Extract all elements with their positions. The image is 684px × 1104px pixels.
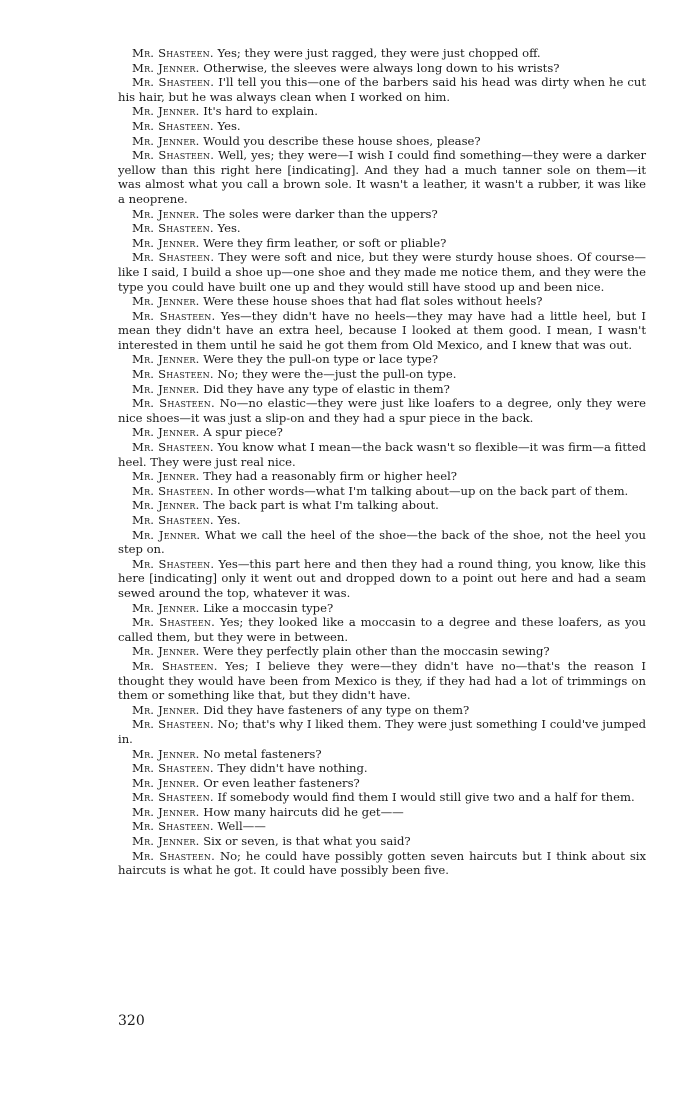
speaker-name: Mr. Shasteen.	[132, 513, 214, 527]
speech-text: Otherwise, the sleeves were always long down to his wrists?	[203, 60, 560, 75]
testimony-paragraph	[118, 309, 646, 353]
speaker-name: Mr. Jenner.	[132, 702, 200, 717]
speech-text: Were they the pull-on type or lace type?	[203, 352, 439, 367]
speech-text: What we call the heel of the shoe—the back of the shoe, not the heel you step on.	[118, 527, 646, 557]
speaker-name: Mr. Jenner.	[132, 498, 200, 513]
speech-text: It's hard to explain.	[203, 104, 318, 119]
testimony-paragraph	[118, 236, 646, 251]
speaker-name: Mr. Shasteen.	[132, 556, 215, 571]
page-number: 320	[118, 1013, 145, 1029]
speech-text: Yes.	[217, 513, 241, 527]
speaker-name: Mr. Shasteen.	[132, 440, 214, 455]
speaker-name: Mr. Shasteen.	[132, 483, 214, 498]
speech-text: How many haircuts did he get——	[203, 804, 404, 819]
speaker-name: Mr. Shasteen.	[132, 658, 218, 673]
speaker-name: Mr. Shasteen.	[132, 717, 214, 732]
speech-text: Were they perfectly plain other than the moccasin sewing?	[203, 644, 550, 659]
speech-text: Would you describe these house shoes, please?	[203, 133, 481, 148]
speaker-name: Mr. Shasteen.	[132, 75, 215, 90]
speech-text: No; that's why I liked them. They were just something I could've jumped in.	[118, 717, 647, 746]
speech-text: Yes—they didn't have no heels—they may have had a little heel, but I mean they didn't have an extra heel, because I looked at them good. I mean, I wasn't interested in them until he said he got them from Old Mexico, and I knew that was out.	[118, 308, 646, 352]
speech-text: Yes; I believe they were—they didn't have no—that's the reason I thought they would have been from Mexico is they, if they had had a lot of trimmings on them or something like that, but they didn't have.	[118, 658, 646, 703]
speaker-name: Mr. Shasteen.	[132, 367, 214, 382]
speaker-name: Mr. Jenner.	[132, 352, 200, 367]
speaker-name: Mr. Jenner.	[132, 381, 200, 396]
speaker-name: Mr. Shasteen.	[132, 761, 214, 776]
speech-text: They were soft and nice, but they were sturdy house shoes. Of course—like I said, I build a shoe up—one shoe and they made me notice them, and they were the type you could have built one up and they would still have stood up and been nice.	[118, 250, 646, 294]
speaker-name: Mr. Shasteen.	[132, 118, 214, 133]
testimony-paragraph	[118, 615, 646, 644]
testimony-paragraph	[118, 498, 646, 513]
speech-text: They didn't have nothing.	[217, 761, 368, 776]
testimony-paragraph	[118, 46, 646, 61]
testimony-paragraph	[118, 717, 646, 746]
speech-text: Yes; they were just ragged, they were just chopped off.	[217, 46, 541, 60]
speaker-name: Mr. Shasteen.	[132, 819, 214, 834]
testimony-paragraph	[118, 61, 646, 76]
speaker-name: Mr. Jenner.	[132, 746, 200, 761]
speaker-name: Mr. Shasteen.	[132, 615, 215, 630]
testimony-paragraph	[118, 747, 646, 762]
testimony-paragraph	[118, 659, 646, 703]
speech-text: No; he could have possibly gotten seven haircuts but I think about six haircuts is what he got. It could have possibly been five.	[118, 848, 647, 878]
testimony-paragraph	[118, 382, 646, 397]
speech-text: If somebody would find them I would still give two and a half for them.	[217, 790, 635, 805]
speech-text: You know what I mean—the back wasn't so flexible—it was firm—a fitted heel. They were just real nice.	[118, 440, 646, 469]
testimony-paragraph	[118, 557, 646, 601]
testimony-paragraph	[118, 425, 646, 440]
speech-text: Like a moccasin type?	[203, 600, 334, 615]
speech-text: Did they have any type of elastic in them?	[203, 381, 450, 396]
speaker-name: Mr. Jenner.	[132, 235, 200, 250]
transcript-body	[118, 46, 646, 878]
testimony-paragraph	[118, 644, 646, 659]
testimony-paragraph	[118, 104, 646, 119]
speech-text: The back part is what I'm talking about.	[203, 498, 439, 513]
speaker-name: Mr. Jenner.	[132, 600, 200, 615]
testimony-paragraph	[118, 134, 646, 149]
testimony-paragraph	[118, 367, 646, 382]
speech-text: Well, yes; they were—I wish I could find something—they were a darker yellow than this right here [indicating]. And they had a much tanner sole on them—it was almost what you call a brown sole. It wasn't a leather, it wasn't a rubber, it was like a neoprene.	[118, 148, 647, 206]
speech-text: Did they have fasteners of any type on them?	[203, 702, 470, 717]
testimony-paragraph	[118, 469, 646, 484]
speaker-name: Mr. Shasteen.	[132, 396, 215, 411]
speech-text: Well——	[217, 819, 266, 834]
speech-text: Yes.	[217, 118, 241, 133]
speech-text: They had a reasonably firm or higher heel?	[203, 469, 457, 484]
testimony-paragraph	[118, 484, 646, 499]
speech-text: I'll tell you this—one of the barbers said his head was dirty when he cut his hair, but he was always clean when I worked on him.	[118, 75, 647, 104]
speech-text: Were they firm leather, or soft or pliable?	[203, 235, 447, 250]
testimony-paragraph	[118, 75, 646, 104]
testimony-paragraph	[118, 790, 646, 805]
testimony-paragraph	[118, 703, 646, 718]
testimony-paragraph	[118, 601, 646, 616]
speaker-name: Mr. Jenner.	[132, 133, 200, 148]
testimony-paragraph	[118, 119, 646, 134]
speaker-name: Mr. Shasteen.	[132, 250, 215, 265]
speaker-name: Mr. Jenner.	[132, 644, 200, 659]
speech-text: In other words—what I'm talking about—up on the back part of them.	[217, 483, 629, 498]
testimony-paragraph	[118, 805, 646, 820]
speaker-name: Mr. Shasteen.	[132, 46, 214, 60]
speech-text: A spur piece?	[203, 425, 283, 440]
speaker-name: Mr. Jenner.	[132, 834, 200, 849]
speaker-name: Mr. Jenner.	[132, 425, 200, 440]
speaker-name: Mr. Jenner.	[132, 775, 200, 790]
speech-text: Yes; they looked like a moccasin to a degree and these loafers, as you called them, but they were in between.	[118, 615, 647, 644]
testimony-paragraph	[118, 221, 646, 236]
speaker-name: Mr. Jenner.	[132, 294, 200, 309]
speech-text: No metal fasteners?	[203, 746, 322, 761]
speaker-name: Mr. Jenner.	[132, 60, 200, 75]
testimony-paragraph	[118, 250, 646, 294]
testimony-paragraph	[118, 761, 646, 776]
speech-text: Six or seven, is that what you said?	[203, 834, 411, 849]
testimony-paragraph	[118, 294, 646, 309]
speech-text: Were these house shoes that had flat soles without heels?	[203, 294, 543, 309]
testimony-paragraph	[118, 396, 646, 425]
speaker-name: Mr. Jenner.	[132, 527, 201, 542]
testimony-paragraph	[118, 776, 646, 791]
testimony-paragraph	[118, 207, 646, 222]
speech-text: Yes.	[217, 221, 241, 236]
speaker-name: Mr. Jenner.	[132, 469, 200, 484]
speech-text: No; they were the—just the pull-on type.	[217, 367, 457, 382]
speech-text: Or even leather fasteners?	[203, 775, 360, 790]
speech-text: No—no elastic—they were just like loafers to a degree, only they were nice shoes—it was just a slip-on and they had a spur piece in the back.	[118, 396, 646, 425]
speaker-name: Mr. Shasteen.	[132, 221, 214, 236]
testimony-paragraph	[118, 148, 646, 206]
speaker-name: Mr. Jenner.	[132, 104, 200, 119]
testimony-paragraph	[118, 440, 646, 469]
testimony-paragraph	[118, 819, 646, 834]
speaker-name: Mr. Shasteen.	[132, 148, 215, 163]
testimony-paragraph	[118, 528, 646, 557]
speech-text: The soles were darker than the uppers?	[203, 206, 438, 221]
testimony-paragraph	[118, 352, 646, 367]
speaker-name: Mr. Shasteen.	[132, 848, 215, 863]
speaker-name: Mr. Jenner.	[132, 804, 200, 819]
speech-text: Yes—this part here and then they had a round thing, you know, like this here [indicating] only it went out and dropped down to a point out here and had a seam sewed around the top, whatever it was.	[118, 556, 647, 600]
testimony-paragraph	[118, 834, 646, 849]
speaker-name: Mr. Shasteen.	[132, 790, 214, 805]
speaker-name: Mr. Shasteen.	[132, 308, 216, 323]
testimony-paragraph	[118, 849, 646, 878]
speaker-name: Mr. Jenner.	[132, 206, 200, 221]
testimony-paragraph	[118, 513, 646, 528]
